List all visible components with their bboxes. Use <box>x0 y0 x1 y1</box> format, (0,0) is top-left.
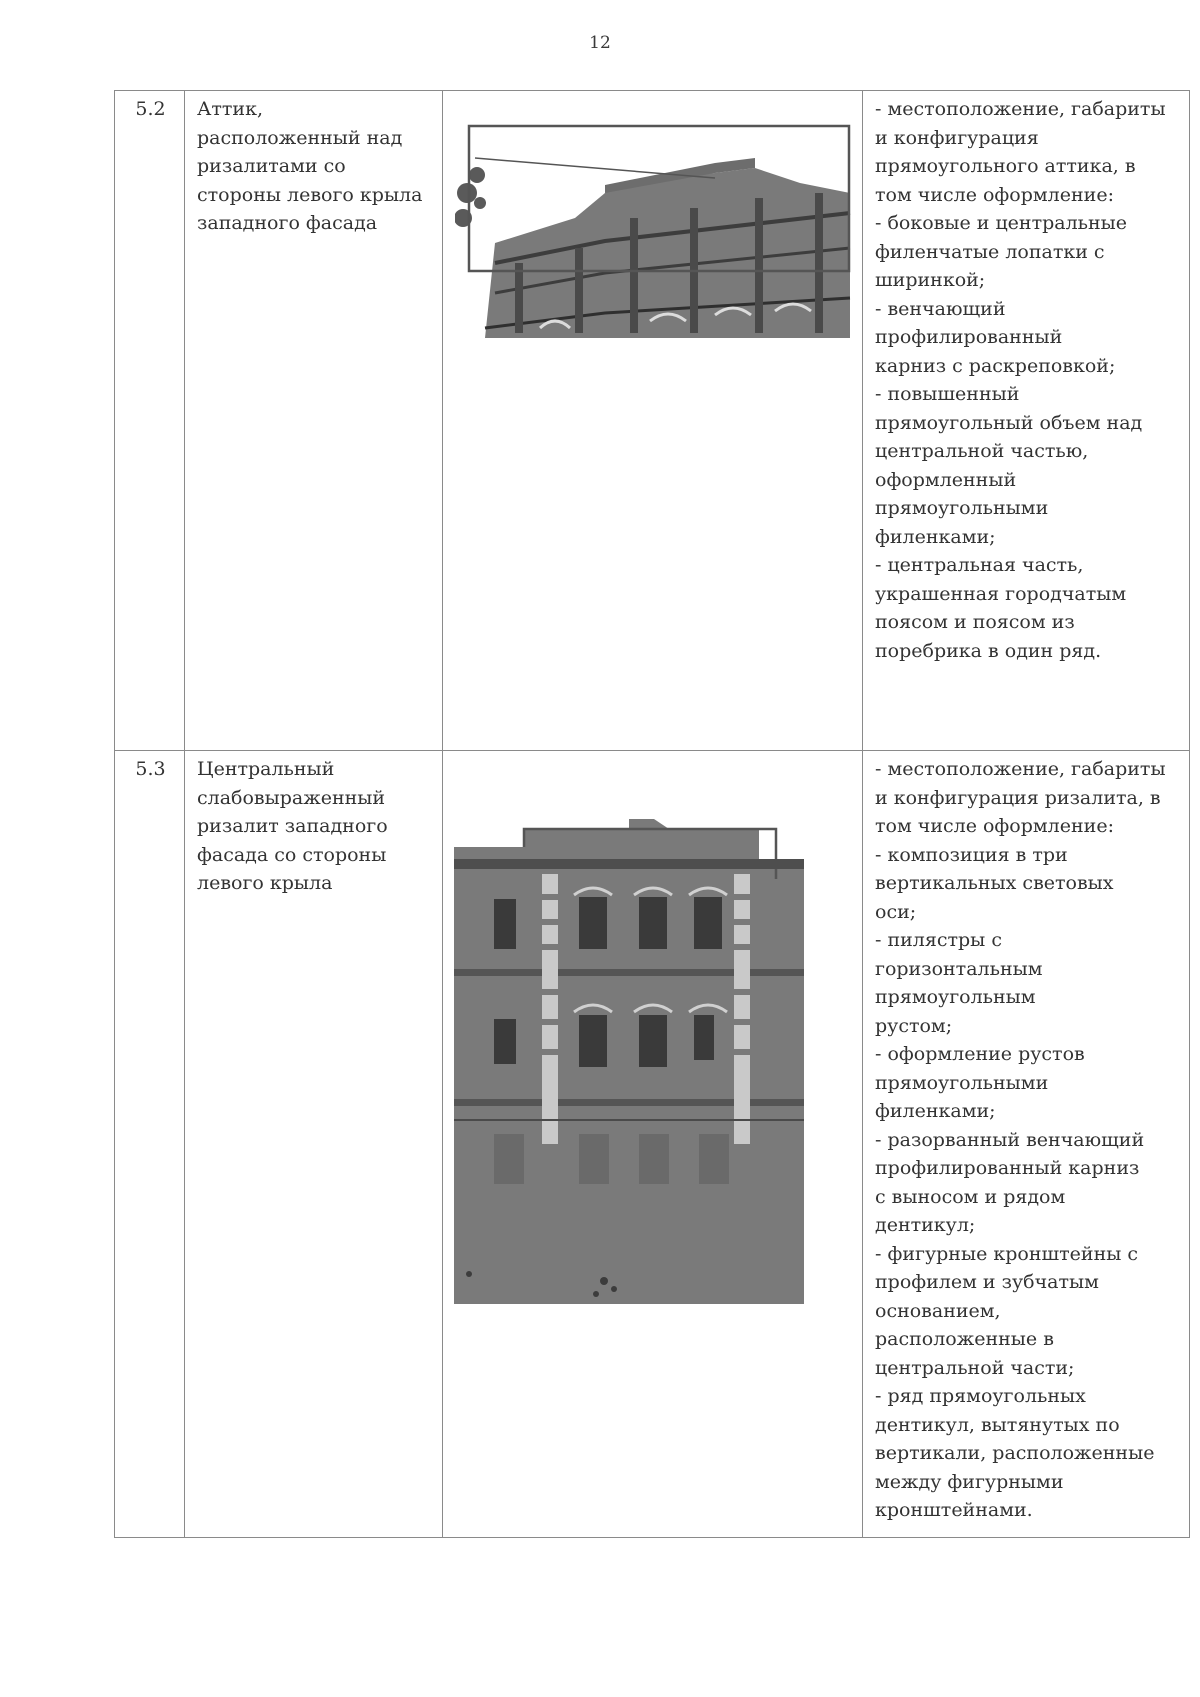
risalit-photo <box>454 819 804 1304</box>
protected-features: - местоположение, габариты и конфигурация ризалита, в том числе оформление: - композиция в три вертикальных световых оси; - пилястры с горизонтальным прямоугольным рустом; - оформление рустов прямоугольными филенками; - разорванный венчающий профилированный карниз с выносом и рядом дентикул; - фигурные кронштейны с профилем и зубчатым основанием, расположенные в центральной части; - ряд прямоугольных дентикул, вытянутых по вертикали, расположенные между фигурными кронштейнами. <box>863 751 1190 1538</box>
page-number: 12 <box>589 33 611 53</box>
table-row <box>115 751 1190 1538</box>
table-row <box>115 91 1190 751</box>
attic-photo <box>455 123 853 338</box>
row-number: 5.3 <box>115 751 185 1538</box>
object-description: Центральный слабовыраженный ризалит западного фасада со стороны левого крыла <box>185 751 443 1538</box>
row-number: 5.2 <box>115 91 185 751</box>
photo-cell <box>443 91 863 751</box>
protected-features: - местоположение, габариты и конфигурация прямоугольного аттика, в том числе оформление: - боковые и центральные филенчатые лопатки с ширинкой; - венчающий профилированный карниз с раскреповкой; - повышенный прямоугольный объем над центральной частью, оформленный прямоугольными филенками; - центральная часть, украшенная городчатым поясом и поясом из поребрика в один ряд. <box>863 91 1190 751</box>
photo-cell <box>443 751 863 1538</box>
object-description: Аттик, расположенный над ризалитами со стороны левого крыла западного фасада <box>185 91 443 751</box>
specification-table <box>114 90 1190 1538</box>
